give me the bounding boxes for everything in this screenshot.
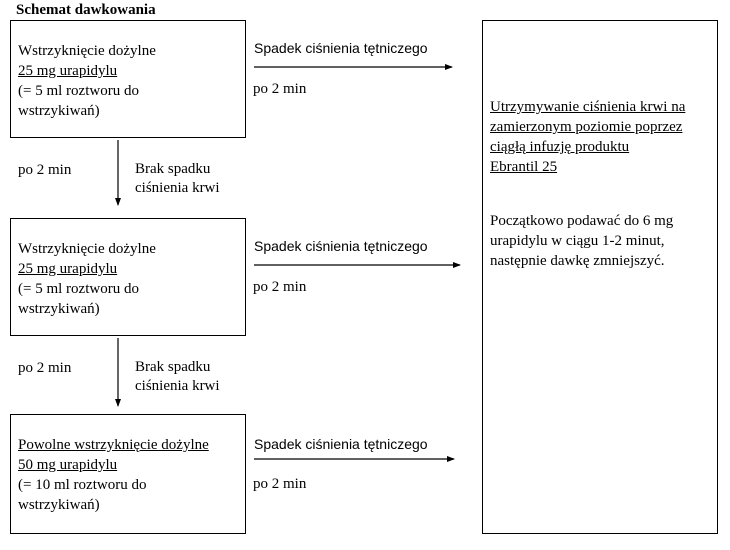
step-2-line-4: wstrzykiwań): [18, 301, 100, 317]
down-arrow-1-label-line-1: Brak spadku: [135, 161, 211, 177]
maintenance-heading-line-1: Utrzymywanie ciśnienia krwi na: [490, 99, 686, 115]
down-arrow-2-label-line-1: Brak spadku: [135, 359, 211, 375]
down-arrow-2-label-line-2: ciśnienia krwi: [135, 378, 220, 394]
right-arrow-1-label: Spadek ciśnienia tętniczego: [254, 40, 428, 56]
maintenance-body-line-1: Początkowo podawać do 6 mg: [490, 213, 674, 229]
step-2-line-1: Wstrzyknięcie dożylne: [18, 241, 156, 257]
step-2-dose: 25 mg urapidylu: [18, 261, 118, 277]
right-arrow-1-time: po 2 min: [253, 81, 307, 97]
step-1-line-4: wstrzykiwań): [18, 103, 100, 119]
right-arrow-2-label: Spadek ciśnienia tętniczego: [254, 238, 428, 254]
step-3-line-1: Powolne wstrzyknięcie dożylne: [18, 437, 209, 453]
step-2-line-3: (= 5 ml roztworu do: [18, 281, 139, 297]
maintenance-body-line-2: urapidylu w ciągu 1-2 minut,: [490, 233, 665, 249]
right-arrow-3-time: po 2 min: [253, 476, 307, 492]
maintenance-body-line-3: następnie dawkę zmniejszyć.: [490, 253, 665, 269]
right-arrow-2-time: po 2 min: [253, 279, 307, 295]
step-1-dose: 25 mg urapidylu: [18, 63, 118, 79]
maintenance-heading-line-4: Ebrantil 25: [490, 159, 558, 175]
maintenance-heading-line-3: ciągłą infuzję produktu: [490, 139, 630, 155]
down-arrow-1-label-line-2: ciśnienia krwi: [135, 180, 220, 196]
step-3-dose: 50 mg urapidylu: [18, 457, 118, 473]
step-1-line-1: Wstrzyknięcie dożylne: [18, 43, 156, 59]
maintenance-heading-line-2: zamierzonym poziomie poprzez: [490, 119, 683, 135]
step-1-line-3: (= 5 ml roztworu do: [18, 83, 139, 99]
down-arrow-2-time: po 2 min: [18, 360, 72, 376]
step-3-line-4: wstrzykiwań): [18, 497, 100, 513]
diagram-title: Schemat dawkowania: [16, 2, 156, 18]
down-arrow-1-time: po 2 min: [18, 162, 72, 178]
right-arrow-3-label: Spadek ciśnienia tętniczego: [254, 436, 428, 452]
step-3-line-3: (= 10 ml roztworu do: [18, 477, 147, 493]
